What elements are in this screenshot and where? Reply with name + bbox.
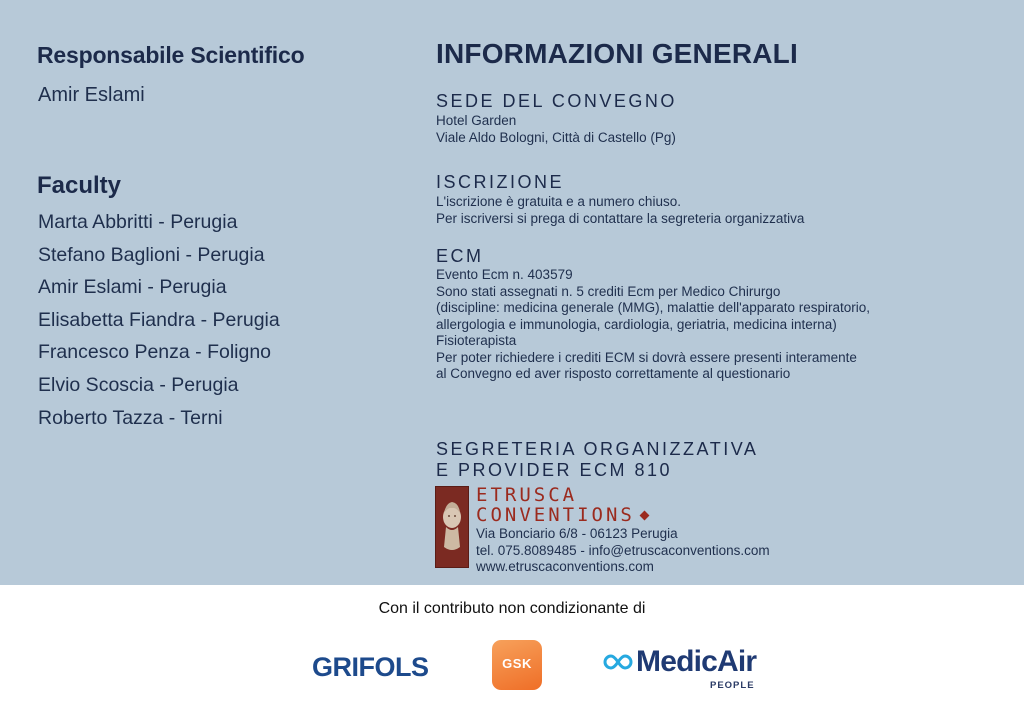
responsabile-heading: Responsabile Scientifico xyxy=(37,42,305,68)
ecm-heading: ECM xyxy=(436,246,484,266)
etrusca-logo-line2: CONVENTIONS xyxy=(476,504,648,526)
segreteria-heading: SEGRETERIA ORGANIZZATIVA xyxy=(436,439,759,459)
faculty-member: Elisabetta Fiandra - Perugia xyxy=(38,308,280,331)
iscrizione-heading: ISCRIZIONE xyxy=(436,172,565,192)
medicair-logo-text: MedicAir xyxy=(636,645,757,678)
ecm-line: Sono stati assegnati n. 5 crediti Ecm per Medico Chirurgo xyxy=(436,283,781,299)
iscrizione-section xyxy=(436,172,804,227)
responsabile-name: Amir Eslami xyxy=(38,84,145,106)
gsk-logo xyxy=(492,640,542,690)
faculty-list xyxy=(38,208,280,436)
faculty-member: Marta Abbritti - Perugia xyxy=(38,211,238,233)
sponsor-intro: Con il contributo non condizionante di xyxy=(378,600,646,617)
medicair-tagline: PEOPLE xyxy=(710,680,755,691)
ecm-line: Evento Ecm n. 403579 xyxy=(436,267,573,282)
contact-phone-email[interactable]: tel. 075.8089485 - info@etruscaconventions.com xyxy=(476,542,770,558)
ecm-line: (discipline: medicina generale (MMG), malattie dell'apparato respiratorio, xyxy=(436,300,871,315)
ecm-line: al Convegno ed aver risposto correttamente al questionario xyxy=(436,366,791,381)
sede-line: Hotel Garden xyxy=(436,113,517,128)
faculty-member: Elvio Scoscia - Perugia xyxy=(38,373,239,396)
ecm-line: allergologia e immunologia, cardiologia, geriatria, medicina interna) xyxy=(436,316,837,332)
segreteria-contact xyxy=(476,526,770,576)
segreteria-heading: E PROVIDER ECM 810 xyxy=(436,460,673,480)
iscrizione-line: L'iscrizione è gratuita e a numero chiuso. xyxy=(436,194,681,209)
ecm-line: Per poter richiedere i crediti ECM si dovrà essere presenti interamente xyxy=(436,349,857,365)
sede-line: Viale Aldo Bologni, Città di Castello (Pg) xyxy=(436,129,676,145)
sede-heading: SEDE DEL CONVEGNO xyxy=(436,91,677,111)
info-title: INFORMAZIONI GENERALI xyxy=(436,38,798,69)
faculty-member: Amir Eslami - Perugia xyxy=(38,276,227,299)
contact-address: Via Bonciario 6/8 - 06123 Perugia xyxy=(476,526,678,541)
diamond-icon xyxy=(639,511,649,521)
statue-logo-icon xyxy=(435,486,469,568)
gsk-logo-text: GSK xyxy=(502,656,532,671)
ecm-line: Fisioterapista xyxy=(436,333,517,348)
faculty-heading: Faculty xyxy=(37,172,122,199)
faculty-member: Stefano Baglioni - Perugia xyxy=(38,243,265,266)
sede-section xyxy=(436,91,677,146)
etrusca-logo-line1: ETRUSCA xyxy=(476,484,578,506)
faculty-member: Francesco Penza - Foligno xyxy=(38,341,272,364)
infinity-icon xyxy=(603,652,633,672)
ecm-section xyxy=(436,246,870,383)
iscrizione-line: Per iscriversi si prega di contattare la segreteria organizzativa xyxy=(436,210,805,226)
contact-website[interactable]: www.etruscaconventions.com xyxy=(476,559,654,574)
grifols-logo: GRIFOLS xyxy=(312,652,429,682)
faculty-member: Roberto Tazza - Terni xyxy=(38,406,223,429)
segreteria-section xyxy=(436,439,758,481)
